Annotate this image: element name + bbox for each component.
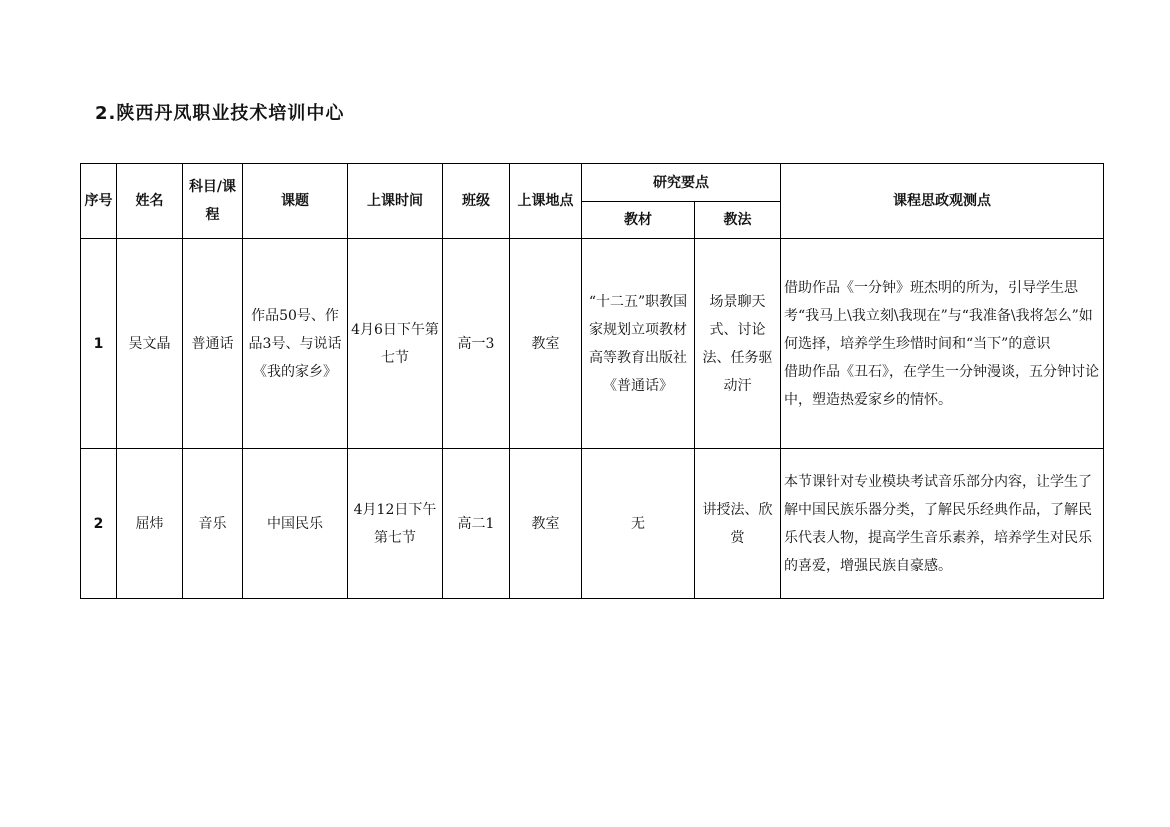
section-heading: 2.陕西丹凤职业技术培训中心: [95, 103, 345, 124]
row-ideology-paragraph: 借助作品《一分钟》班杰明的所为，引导学生思考“我马上\我立刻\我现在”与“我准备\我将怎么”如何选择，培养学生珍惜时间和“当下”的意识: [784, 279, 1093, 352]
header-class: 班级: [443, 164, 510, 239]
row-subject: 普通话: [183, 239, 243, 449]
row-seq: 2: [81, 449, 117, 599]
header-topic: 课题: [243, 164, 348, 239]
row-subject: 音乐: [183, 449, 243, 599]
row-time: 4月12日下午第七节: [348, 449, 443, 599]
row-ideology: [781, 449, 1104, 599]
row-textbook: “十二五”职教国家规划立项教材高等教育出版社《普通话》: [582, 239, 695, 449]
row-method: 讲授法、欣赏: [695, 449, 781, 599]
row-topic: 作品50号、作品3号、与说话《我的家乡》: [243, 239, 348, 449]
header-name: 姓名: [117, 164, 183, 239]
row-location: 教室: [510, 239, 582, 449]
table-row: [81, 239, 1104, 449]
header-location: 上课地点: [510, 164, 582, 239]
header-ideology: 课程思政观测点: [781, 164, 1104, 239]
row-time: 4月6日下午第七节: [348, 239, 443, 449]
row-textbook: 无: [582, 449, 695, 599]
header-research: 研究要点: [582, 164, 781, 202]
header-method: 教法: [695, 202, 781, 239]
row-seq: 1: [81, 239, 117, 449]
row-location: 教室: [510, 449, 582, 599]
row-class: 高一3: [443, 239, 510, 449]
row-class: 高二1: [443, 449, 510, 599]
row-name: 屈炜: [117, 449, 183, 599]
header-time: 上课时间: [348, 164, 443, 239]
table-row: [81, 449, 1104, 599]
header-seq: 序号: [81, 164, 117, 239]
row-ideology: [781, 239, 1104, 449]
header-textbook: 教材: [582, 202, 695, 239]
row-method: 场景聊天式、讨论法、任务驱动汗: [695, 239, 781, 449]
lesson-table: [80, 163, 1104, 599]
row-name: 吴文晶: [117, 239, 183, 449]
row-ideology-paragraph: 借助作品《丑石》，在学生一分钟漫谈，五分钟讨论中，塑造热爱家乡的情怀。: [784, 363, 1099, 408]
row-ideology-paragraph: 本节课针对专业模块考试音乐部分内容，让学生了解中国民族乐器分类，了解民乐经典作品，了解民乐代表人物，提高学生音乐素养，培养学生对民乐的喜爱，增强民族自豪感。: [784, 473, 1092, 574]
row-topic: 中国民乐: [243, 449, 348, 599]
header-subject: 科目/课程: [183, 164, 243, 239]
